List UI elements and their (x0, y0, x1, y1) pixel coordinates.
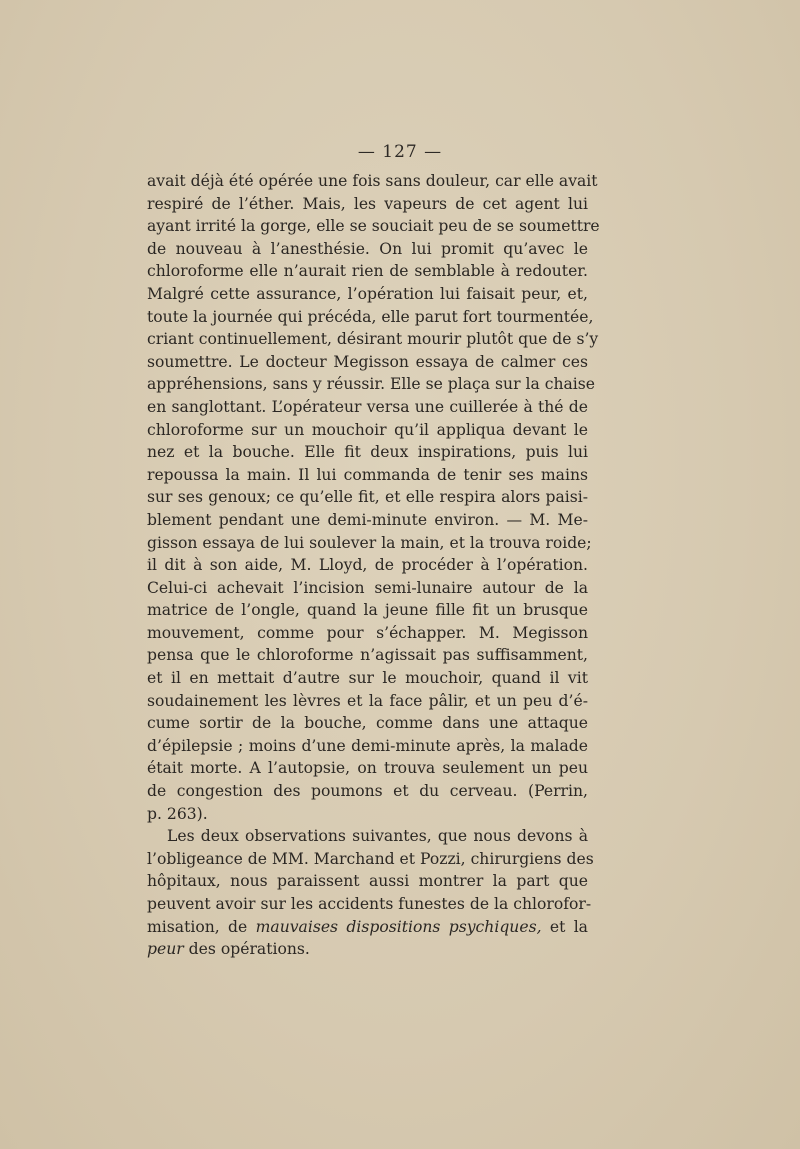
page-number: — 127 — (357, 142, 443, 162)
text-line: appréhensions, sans y réussir. Elle se plaça sur la chaise (147, 375, 596, 394)
text-line: Celui-ci achevait l’incision semi-lunaire autour de la (147, 578, 588, 597)
text-line: soudainement les lèvres et la face pâlir, et un peu d’é- (147, 691, 588, 710)
text-run: et la (541, 917, 588, 936)
text-line: hôpitaux, nous paraissent aussi montrer la part que (147, 872, 588, 891)
body-text (147, 170, 600, 961)
text-line: chloroforme sur un mouchoir qu’il appliqua devant le (147, 420, 588, 439)
text-line: peuvent avoir sur les accidents funestes de la chlorofor- (147, 895, 592, 913)
text-line: chloroforme elle n’aurait rien de semblable à redouter. (147, 262, 588, 281)
text-line: était morte. A l’autopsie, on trouva seulement un peu (147, 759, 588, 778)
text-run: des opérations. (183, 940, 310, 959)
text-line (147, 938, 588, 961)
text-line: l’obligeance de MM. Marchand et Pozzi, chirurgiens des (147, 849, 594, 868)
text-line: gisson essaya de lui soulever la main, et la trouva roide; (147, 533, 592, 552)
text-line: pensa que le chloroforme n’agissait pas suffisamment, (147, 646, 588, 665)
text-run: misation, de (147, 917, 256, 936)
text-line: avait déjà été opérée une fois sans douleur, car elle avait (147, 172, 598, 190)
text-line: cume sortir de la bouche, comme dans une attaque (147, 714, 588, 733)
text-line: en sanglottant. L’opérateur versa une cuillerée à thé de (147, 397, 588, 416)
text-line: p. 263). (147, 804, 208, 823)
italic-run: mauvaises dispositions psychiques, (255, 917, 542, 936)
text-line: soumettre. Le docteur Megisson essaya de calmer ces (147, 352, 588, 371)
text-line: de congestion des poumons et du cerveau. (Perrin, (147, 782, 588, 801)
text-line: respiré de l’éther. Mais, les vapeurs de cet agent lui (147, 194, 588, 213)
text-line: criant continuellement, désirant mourir plutôt que de s’y (147, 330, 599, 349)
italic-run: peur (147, 940, 184, 959)
text-line: repoussa la main. Il lui commanda de tenir ses mains (147, 465, 588, 484)
text-line: blement pendant une demi-minute environ. — M. Me- (147, 510, 588, 529)
text-line: ayant irrité la gorge, elle se souciait peu de se soumettre (147, 217, 600, 236)
text-line: il dit à son aide, M. Lloyd, de procéder à l’opération. (147, 556, 588, 575)
text-line: Malgré cette assurance, l’opération lui faisait peur, et, (147, 284, 588, 303)
text-line: matrice de l’ongle, quand la jeune fille fit un brusque (147, 601, 588, 620)
text-line: mouvement, comme pour s’échapper. M. Megisson (147, 623, 588, 642)
text-line: sur ses genoux; ce qu’elle fit, et elle respira alors paisi- (147, 488, 588, 507)
text-line: toute la journée qui précéda, elle parut fort tourmentée, (147, 307, 594, 326)
text-line: et il en mettait d’autre sur le mouchoir, quand il vit (147, 669, 588, 688)
text-line (147, 916, 588, 939)
text-line: Les deux observations suivantes, que nous devons à (167, 827, 588, 846)
text-line: nez et la bouche. Elle fit deux inspirations, puis lui (147, 443, 588, 462)
text-line: de nouveau à l’anesthésie. On lui promit qu’avec le (147, 239, 588, 258)
text-line: d’épilepsie ; moins d’une demi-minute après, la malade (147, 736, 588, 755)
